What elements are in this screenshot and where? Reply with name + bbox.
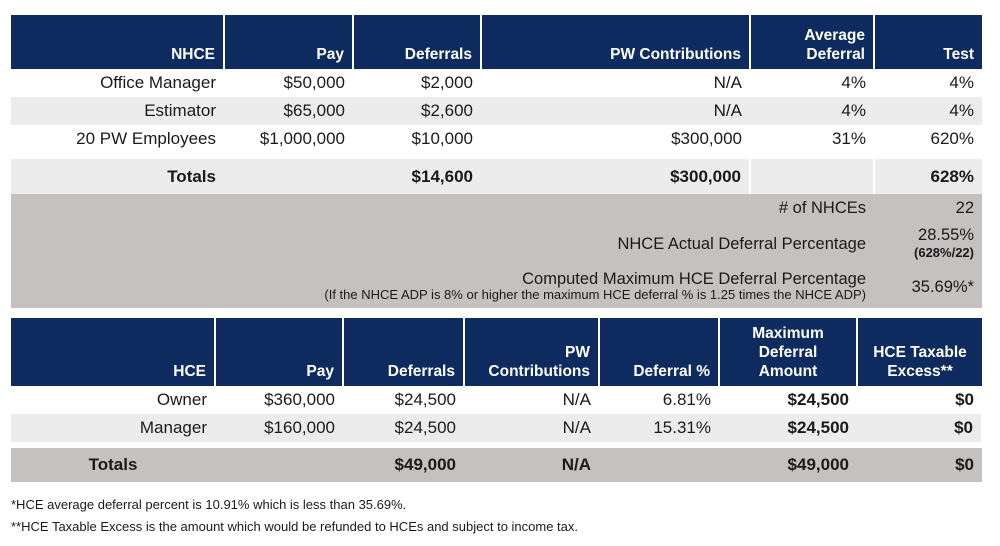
cell-pay: $1,000,000 (259, 129, 345, 148)
cell-taxable-excess: $0 (955, 390, 974, 409)
hce-col-header: Deferral % (599, 318, 719, 386)
cell-pw: N/A (562, 390, 591, 409)
totals-test: 628% (874, 156, 982, 194)
totals-pw: N/A (464, 445, 599, 482)
cell-pay: $65,000 (283, 101, 345, 120)
nhce-max-row (11, 266, 982, 308)
totals-pay (224, 156, 353, 194)
cell-deferrals: $10,000 (411, 129, 473, 148)
cell-avg: 4% (841, 73, 866, 92)
totals-label: Totals (11, 445, 215, 482)
cell-max-deferral: $24,500 (787, 418, 849, 437)
nhce-col-header: Average Deferral (750, 15, 874, 69)
row-label: Estimator (144, 101, 216, 120)
hce-totals-row (11, 445, 982, 482)
cell-pw: N/A (713, 73, 742, 92)
totals-pay (215, 445, 343, 482)
nhce-adp-row (11, 222, 982, 266)
footnote-taxable-excess: **HCE Taxable Excess is the amount which would be refunded to HCEs and subject to income tax. (11, 519, 579, 534)
nhce-count-row (11, 194, 982, 222)
cell-pw: $300,000 (671, 129, 742, 148)
cell-deferral-pct: 6.81% (662, 390, 711, 409)
cell-max-deferral: $24,500 (787, 390, 849, 409)
nhce-col-header: Pay (224, 15, 353, 69)
totals-max-deferral: $49,000 (719, 445, 857, 482)
row-label: Office Manager (100, 73, 216, 92)
hce-col-header: PW Contributions (464, 318, 599, 386)
row-label: Owner (156, 390, 207, 409)
nhce-adp-label: NHCE Actual Deferral Percentage (11, 222, 874, 266)
row-label: Manager (139, 418, 207, 437)
max-hce-note: (If the NHCE ADP is 8% or higher the maximum HCE deferral % is 1.25 times the NHCE ADP) (324, 287, 866, 302)
row-label: 20 PW Employees (76, 129, 216, 148)
nhce-col-header: Deferrals (353, 15, 481, 69)
totals-pw: $300,000 (481, 156, 750, 194)
nhce-table (11, 15, 982, 308)
cell-pay: $360,000 (264, 390, 335, 409)
table-row (11, 69, 982, 97)
cell-taxable-excess: $0 (857, 414, 982, 445)
cell-avg: 4% (841, 101, 866, 120)
table-row (11, 97, 982, 125)
cell-test: 4% (949, 73, 974, 92)
table-row (11, 414, 982, 445)
cell-deferrals: $24,500 (394, 418, 456, 437)
cell-avg: 31% (831, 129, 866, 148)
hce-col-header: Pay (215, 318, 343, 386)
cell-pay: $160,000 (264, 418, 335, 437)
hce-col-header: HCE (11, 318, 215, 386)
cell-deferrals: $2,000 (421, 73, 473, 92)
hce-header-row (11, 318, 982, 386)
hce-col-header: Deferrals (343, 318, 464, 386)
nhce-totals-row (11, 156, 982, 194)
cell-pay: $50,000 (283, 73, 345, 92)
table-row (11, 386, 982, 414)
nhce-adp-value: 28.55% (918, 226, 974, 244)
nhce-count-value: 22 (874, 194, 982, 222)
nhce-count-label: # of NHCEs (11, 194, 874, 222)
totals-taxable-excess: $0 (857, 445, 982, 482)
nhce-adp-calc: (628%/22) (914, 245, 974, 260)
cell-deferrals: $2,600 (421, 101, 473, 120)
cell-pw: N/A (713, 101, 742, 120)
totals-avg (750, 156, 874, 194)
totals-deferral-pct (599, 445, 719, 482)
nhce-col-header: PW Contributions (481, 15, 750, 69)
max-hce-value: 35.69%* (874, 266, 982, 308)
totals-deferrals: $14,600 (353, 156, 481, 194)
table-row (11, 125, 982, 156)
hce-col-header: Maximum Deferral Amount (719, 318, 857, 386)
cell-deferral-pct: 15.31% (653, 418, 711, 437)
footnote-hce-average: *HCE average deferral percent is 10.91% which is less than 35.69%. (11, 497, 407, 512)
cell-pw: N/A (562, 418, 591, 437)
nhce-col-header: Test (874, 15, 982, 69)
max-hce-label: Computed Maximum HCE Deferral Percentage (522, 270, 866, 288)
hce-col-header: HCE Taxable Excess** (857, 318, 982, 386)
totals-deferrals: $49,000 (343, 445, 464, 482)
hce-table (11, 318, 983, 482)
cell-test: 620% (930, 129, 974, 148)
nhce-header-row (11, 15, 982, 69)
nhce-col-header: NHCE (11, 15, 224, 69)
cell-test: 4% (949, 101, 974, 120)
cell-deferrals: $24,500 (394, 390, 456, 409)
totals-label: Totals (11, 156, 224, 194)
